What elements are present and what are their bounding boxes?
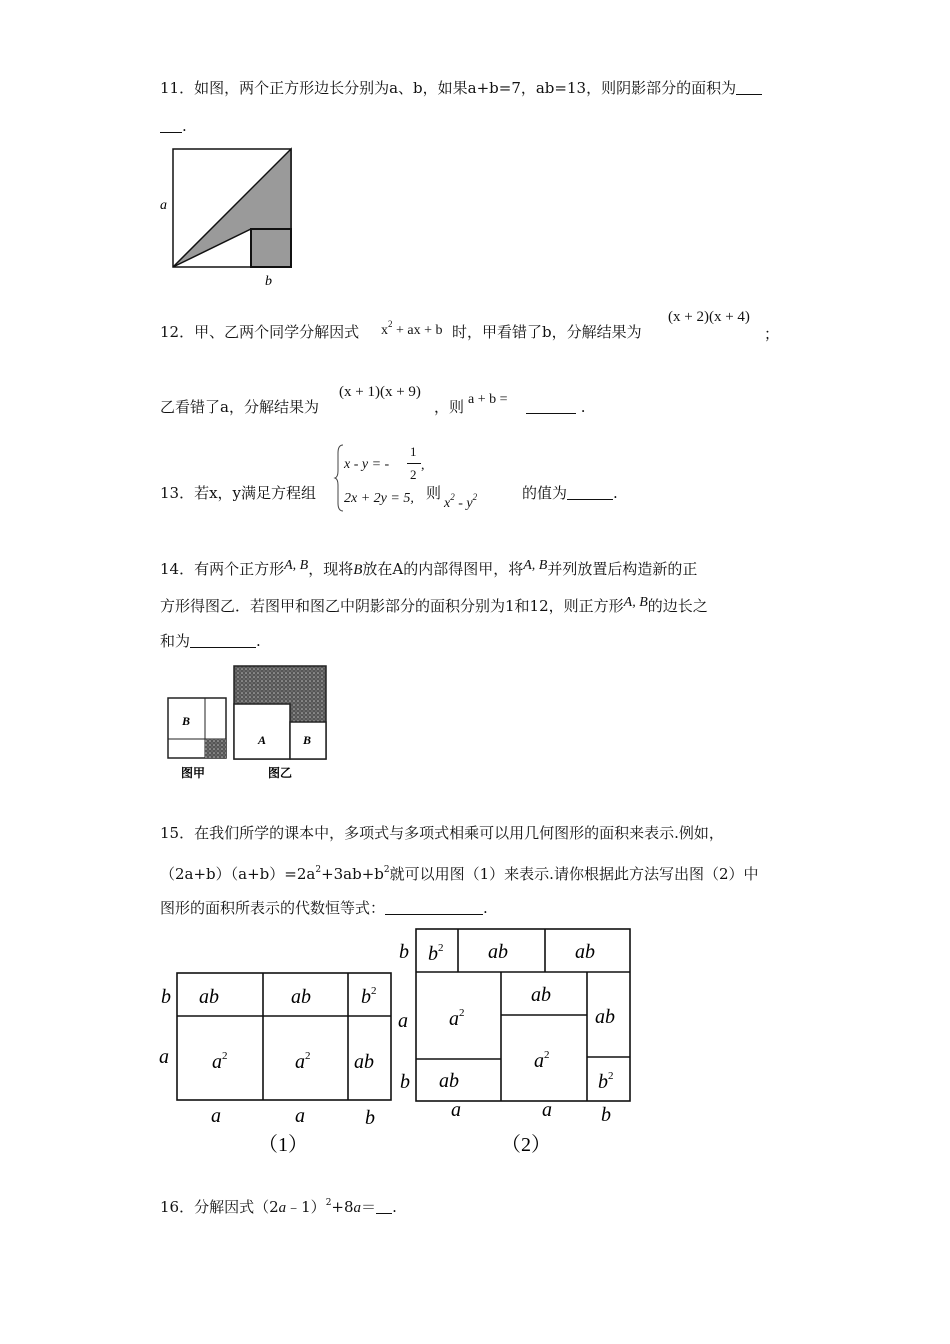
fig1-side-a: a	[159, 1046, 169, 1068]
fig2-cell-ab-1: ab	[488, 941, 508, 963]
fig2-cell-a2-1: $a^2$	[449, 1007, 465, 1030]
fig2-bottom-b: b	[601, 1104, 611, 1126]
q12-line2-b: ，则	[434, 398, 465, 416]
q16-text: 16．分解因式（2a﹣1）$^2$+8a＝ .	[160, 1198, 397, 1216]
q12-expr2: a + b =	[468, 392, 508, 407]
q11-text: 11．如图，两个正方形边长分别为a、b，如果a+b=7，ab=13，则阴影部分的面积为	[160, 78, 762, 98]
q12-expr1: $x^2$ + ax + b	[381, 319, 443, 338]
fig1-bottom-a-2: a	[295, 1105, 305, 1127]
q14-fig-yi	[234, 666, 326, 780]
q15-figure-1	[155, 965, 400, 1165]
q13-expr: $x^2 - y^2$	[444, 492, 478, 511]
fig2-side-b-bottom: b	[400, 1071, 410, 1093]
q12-result2: (x + 1)(x + 9)	[339, 384, 421, 400]
q13-eq1-comma: ,	[421, 458, 425, 473]
fig2-cell-b2-2: $b^2$	[598, 1070, 614, 1093]
fig1-cell-b2: $b^2$	[361, 985, 377, 1008]
fig1-side-b: b	[161, 986, 171, 1008]
q14-cap-yi: 图乙	[268, 766, 293, 780]
q13-tail: 的值为 .	[522, 484, 618, 502]
fig1-cell-ab-1: ab	[199, 986, 219, 1008]
q11-label-a: a	[160, 198, 167, 213]
fig2-caption: （2）	[501, 1134, 551, 1156]
q13-eq1-num: 1	[410, 444, 417, 459]
q15-figure-2	[395, 925, 640, 1165]
fig2-cell-ab-4: ab	[595, 1006, 615, 1028]
q14-fig-jia	[168, 698, 226, 780]
fig2-side-a: a	[398, 1010, 408, 1032]
fig2-cell-a2-2: $a^2$	[534, 1049, 550, 1072]
q14-figure	[165, 664, 335, 784]
fig2-side-b-top: b	[399, 941, 409, 963]
q14-cap-jia: 图甲	[181, 766, 206, 780]
q12-result1: (x + 2)(x + 4)	[668, 309, 750, 325]
q14-line3: 和为 .	[160, 632, 261, 650]
fig1-cell-a2-2: $a^2$	[295, 1050, 311, 1073]
q11-figure	[160, 145, 300, 290]
fig1-caption: （1）	[258, 1134, 308, 1156]
fig2-bottom-a-2: a	[542, 1099, 552, 1121]
q13-frac-bar	[407, 463, 421, 464]
fig1-bottom-b: b	[365, 1107, 375, 1129]
q11-text-cont: .	[160, 116, 187, 136]
q15-line2: $(2a+b)(a+b)=2a^2+3ab+b^2$就可以用图（1）来表示.请你根据此方法写出图（2）中	[160, 865, 759, 883]
q13-then: 则	[426, 484, 442, 502]
q14-line2: 方形得图乙．若图甲和图乙中阴影部分的面积分别为1和12，则正方形A, B的边长之	[160, 595, 708, 615]
q13-eq2: 2x + 2y = 5,	[344, 491, 414, 506]
q14-jia-shaded	[205, 739, 226, 758]
q15-line1: 15．在我们所学的课本中，多项式与多项式相乘可以用几何图形的面积来表示.例如，	[160, 824, 724, 842]
fig2-cell-b2: $b^2$	[428, 942, 444, 965]
fig1-cell-ab-3: ab	[354, 1051, 374, 1073]
q14-jia-label-b: B	[182, 714, 191, 728]
q13-eq1: x - y = -	[344, 457, 390, 472]
fig2-bottom-a-1: a	[451, 1099, 461, 1121]
fig2-cell-ab-3: ab	[531, 984, 551, 1006]
q14-yi-label-a: A	[258, 733, 267, 747]
q14-yi-label-b: B	[303, 733, 312, 747]
q11-label-b: b	[265, 274, 272, 289]
q12-line1-b: 时，甲看错了b，分解结果为	[452, 323, 642, 341]
q12-line1: 12．甲、乙两个同学分解因式	[160, 323, 360, 341]
q14-line1: 14．有两个正方形A, B，现将B放在A的内部得图甲，将A, B并列放置后构造新的正	[160, 558, 698, 578]
q12-line2: 乙看错了a，分解结果为	[160, 398, 319, 416]
fig1-bottom-a-1: a	[211, 1105, 221, 1127]
q13-eq1-den: 2	[410, 467, 417, 482]
q13-text: 13．若x，y满足方程组	[160, 484, 317, 502]
q12-blank: .	[526, 397, 586, 417]
q11-small-square	[251, 229, 291, 267]
fig2-cell-ab-5: ab	[439, 1070, 459, 1092]
fig2-cell-ab-2: ab	[575, 941, 595, 963]
q12-semicolon: ；	[764, 325, 780, 343]
fig1-cell-ab-2: ab	[291, 986, 311, 1008]
q15-line3: 图形的面积所表示的代数恒等式： .	[160, 899, 488, 917]
fig1-cell-a2-1: $a^2$	[212, 1050, 228, 1073]
